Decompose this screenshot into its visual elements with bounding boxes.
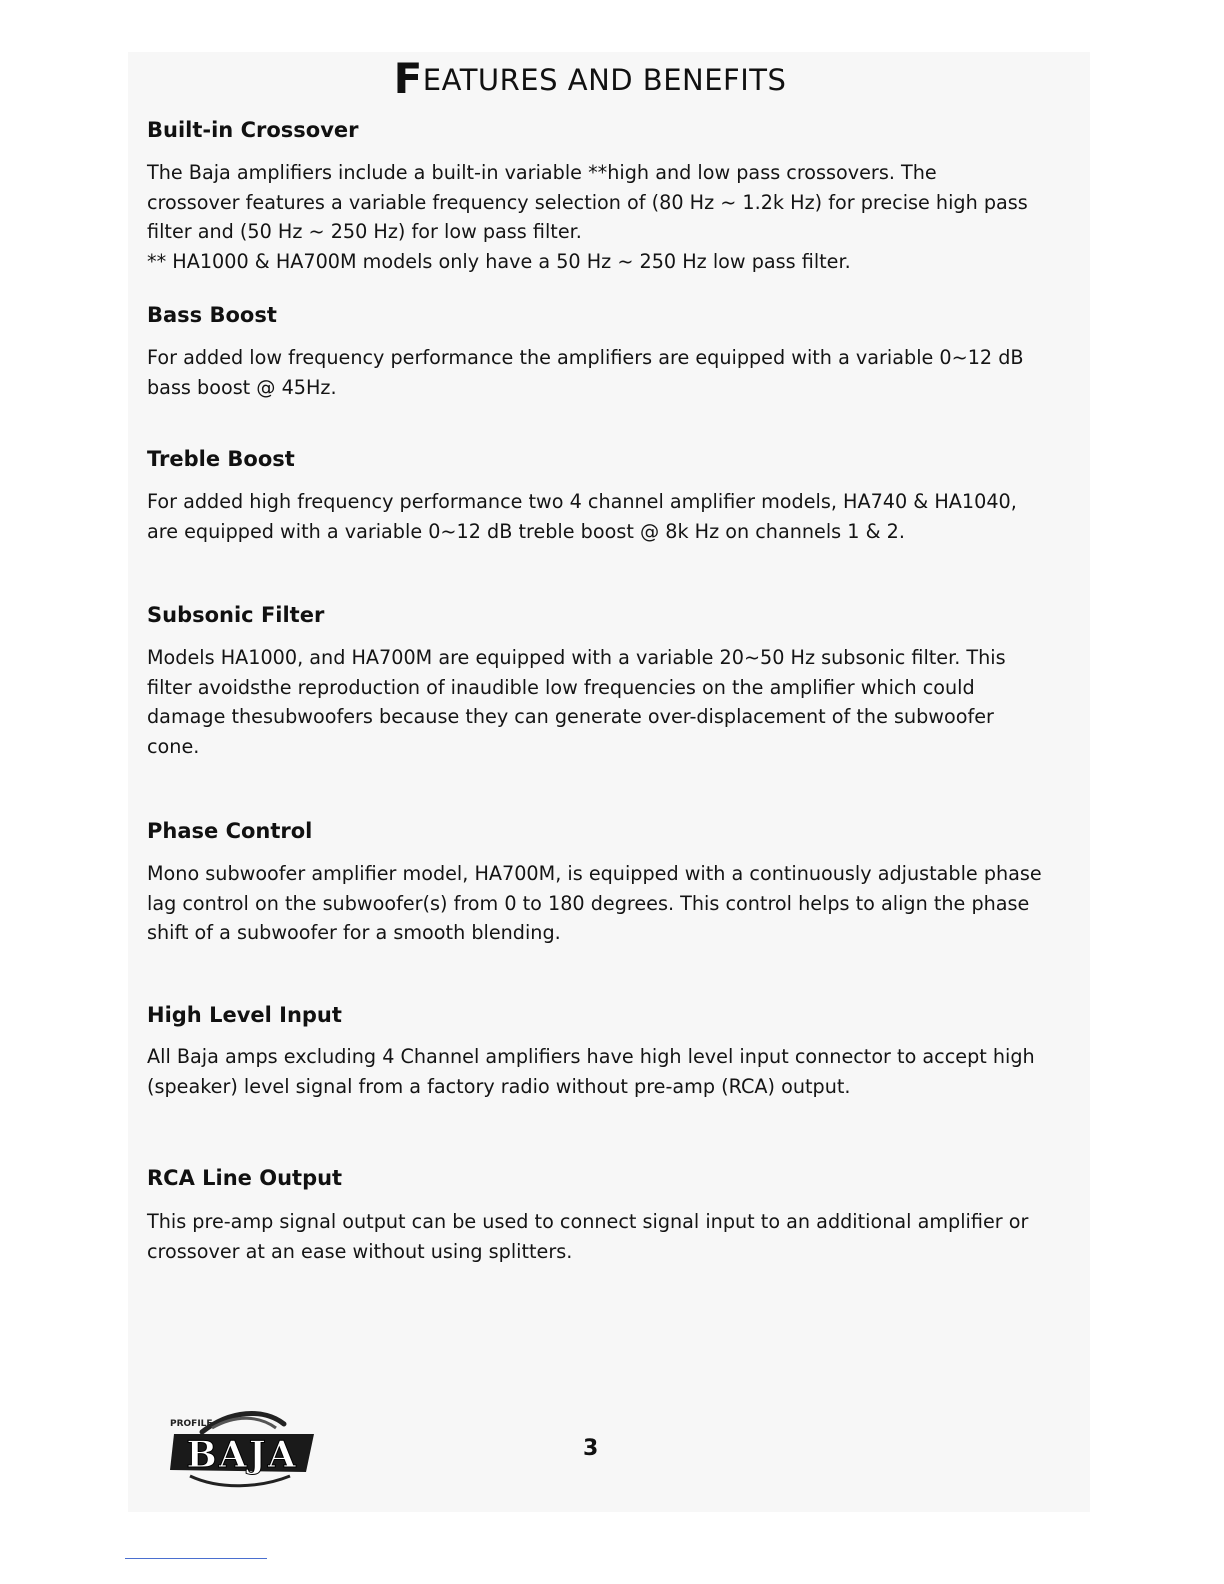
body-line: This pre-amp signal output can be used to connect signal input to an additional amplifier or [147, 1210, 1029, 1233]
body-line: crossover at an ease without using splitters. [147, 1239, 573, 1263]
logo-swoosh-bottom [190, 1476, 290, 1486]
logo-main-text: BAJA [186, 1434, 298, 1476]
section-body-subsonic-filter [147, 643, 1067, 761]
page-title-initial: F [393, 54, 423, 103]
section-body-crossover [147, 158, 1067, 276]
section-body-treble-boost [147, 487, 1067, 546]
baja-logo-graphic [160, 1406, 324, 1492]
logo-small-text: PROFILE [170, 1419, 213, 1429]
body-line: bass boost @ 45Hz. [147, 375, 337, 399]
body-line: For added low frequency performance the amplifiers are equipped with a variable 0~12 dB [147, 346, 1024, 369]
footnote-divider [125, 1558, 267, 1559]
body-line: (speaker) level signal from a factory radio without pre-amp (RCA) output. [147, 1074, 851, 1098]
body-line: damage thesubwoofers because they can generate over-displacement of the subwoofer [147, 705, 994, 728]
logo-swoosh-top [202, 1414, 284, 1432]
page-number: 3 [583, 1436, 599, 1461]
body-line: ** HA1000 & HA700M models only have a 50 Hz ~ 250 Hz low pass filter. [147, 249, 851, 273]
body-line: All Baja amps excluding 4 Channel amplifiers have high level input connector to accept high [147, 1045, 1035, 1068]
baja-logo [160, 1406, 324, 1492]
page-title [0, 54, 1180, 103]
body-line: filter and (50 Hz ~ 250 Hz) for low pass filter. [147, 220, 582, 243]
body-line: cone. [147, 734, 200, 758]
body-line: crossover features a variable frequency selection of (80 Hz ~ 1.2k Hz) for precise high pass [147, 190, 1028, 214]
body-line: filter avoidsthe reproduction of inaudible low frequencies on the amplifier which could [147, 675, 975, 699]
body-line: are equipped with a variable 0~12 dB treble boost @ 8k Hz on channels 1 & 2. [147, 519, 905, 543]
section-body-rca-line-output [147, 1207, 1067, 1266]
body-line: The Baja amplifiers include a built-in variable **high and low pass crossovers. The [147, 161, 937, 184]
section-heading-high-level-input: High Level Input [147, 1003, 342, 1027]
body-line: Models HA1000, and HA700M are equipped with a variable 20~50 Hz subsonic filter. This [147, 646, 1006, 669]
section-heading-subsonic-filter: Subsonic Filter [147, 603, 325, 627]
body-line: For added high frequency performance two 4 channel amplifier models, HA740 & HA1040, [147, 490, 1017, 513]
page-title-rest: EATURES AND BENEFITS [422, 63, 787, 97]
section-heading-rca-line-output: RCA Line Output [147, 1166, 343, 1190]
section-heading-crossover: Built-in Crossover [147, 118, 359, 142]
section-body-phase-control [147, 859, 1067, 948]
section-heading-bass-boost: Bass Boost [147, 303, 277, 327]
section-body-bass-boost [147, 343, 1067, 402]
body-line: Mono subwoofer amplifier model, HA700M, is equipped with a continuously adjustable phase [147, 862, 1042, 885]
section-body-high-level-input [147, 1042, 1067, 1101]
section-heading-phase-control: Phase Control [147, 819, 313, 843]
section-heading-treble-boost: Treble Boost [147, 447, 295, 471]
body-line: shift of a subwoofer for a smooth blending. [147, 921, 561, 944]
body-line: lag control on the subwoofer(s) from 0 to 180 degrees. This control helps to align the phase [147, 891, 1030, 915]
